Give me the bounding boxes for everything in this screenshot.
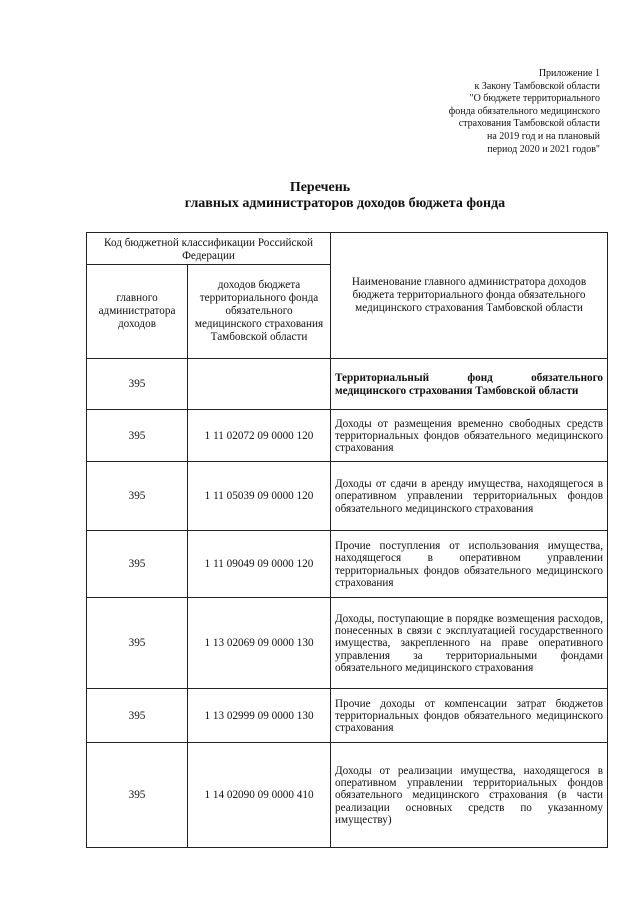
table-row — [87, 598, 608, 689]
appendix-line: фонда обязательного медицинского — [448, 105, 600, 117]
revenue-name-cell: Прочие поступления от использования имущества, находящегося в оперативном управлении территориальных фондов обязательного медицинского страхования — [331, 531, 608, 598]
revenue-name-cell: Доходы, поступающие в порядке возмещения расходов, понесенных в связи с эксплуатацией государственного имущества, закрепленного на праве оперативного управления за территориальными фондами обязательного медицинского страхования — [331, 598, 608, 689]
appendix-line: "О бюджете территориального — [469, 93, 600, 105]
header-administrator-name: Наименование главного администратора доходов бюджета территориального фонда обязательного медицинского страхования Тамбовской области — [331, 233, 608, 359]
admin-code-cell: 395 — [87, 359, 188, 410]
admin-code-cell: 395 — [87, 410, 188, 462]
revenue-name-cell: Прочие доходы от компенсации затрат бюджетов территориальных фондов обязательного медицинского страхования — [331, 689, 608, 743]
revenue-administrators-table — [86, 232, 608, 848]
table-row — [87, 531, 608, 598]
appendix-note — [360, 68, 600, 156]
document-title — [0, 180, 640, 212]
income-code-cell: 1 11 09049 09 0000 120 — [188, 531, 331, 598]
income-code-cell: 1 14 02090 09 0000 410 — [188, 743, 331, 848]
revenue-name-cell: Доходы от реализации имущества, находящегося в оперативном управлении территориальных фондов обязательного медицинского страхования (в части реализации основных средств по указанному имуществу) — [331, 743, 608, 848]
administrator-name-cell: Территориальный фонд обязательного медицинского страхования Тамбовской области — [331, 359, 608, 410]
table-row — [87, 410, 608, 462]
income-code-cell: 1 13 02999 09 0000 130 — [188, 689, 331, 743]
table-row — [87, 462, 608, 531]
income-code-cell: 1 13 02069 09 0000 130 — [188, 598, 331, 689]
admin-code-cell: 395 — [87, 743, 188, 848]
header-admin-code: главного администратора доходов — [87, 265, 188, 359]
admin-code-cell: 395 — [87, 598, 188, 689]
admin-code-cell: 395 — [87, 531, 188, 598]
income-code-cell — [188, 359, 331, 410]
revenue-name-cell: Доходы от размещения временно свободных средств территориальных фондов обязательного медицинского страхования — [331, 410, 608, 462]
table-row — [87, 743, 608, 848]
appendix-line: Приложение 1 — [538, 68, 600, 79]
income-code-cell: 1 11 02072 09 0000 120 — [188, 410, 331, 462]
header-income-code: доходов бюджета территориального фонда обязательного медицинского страхования Тамбовской области — [188, 265, 331, 359]
header-bcc: Код бюджетной классификации Российской Федерации — [87, 233, 331, 265]
income-code-cell: 1 11 05039 09 0000 120 — [188, 462, 331, 531]
appendix-line: на 2019 год и на плановый — [486, 130, 600, 142]
title-line-1: Перечень — [289, 180, 351, 195]
table-row — [87, 359, 608, 410]
revenue-name-cell: Доходы от сдачи в аренду имущества, находящегося в оперативном управлении территориальных фондов обязательного медицинского страхования — [331, 462, 608, 531]
admin-code-cell: 395 — [87, 462, 188, 531]
appendix-line: страхования Тамбовской области — [458, 118, 600, 130]
title-line-2: главных администраторов доходов бюджета фонда — [184, 196, 506, 211]
appendix-line: период 2020 и 2021 годов" — [487, 143, 600, 155]
appendix-line: к Закону Тамбовской области — [474, 80, 600, 92]
table-row — [87, 689, 608, 743]
admin-code-cell: 395 — [87, 689, 188, 743]
